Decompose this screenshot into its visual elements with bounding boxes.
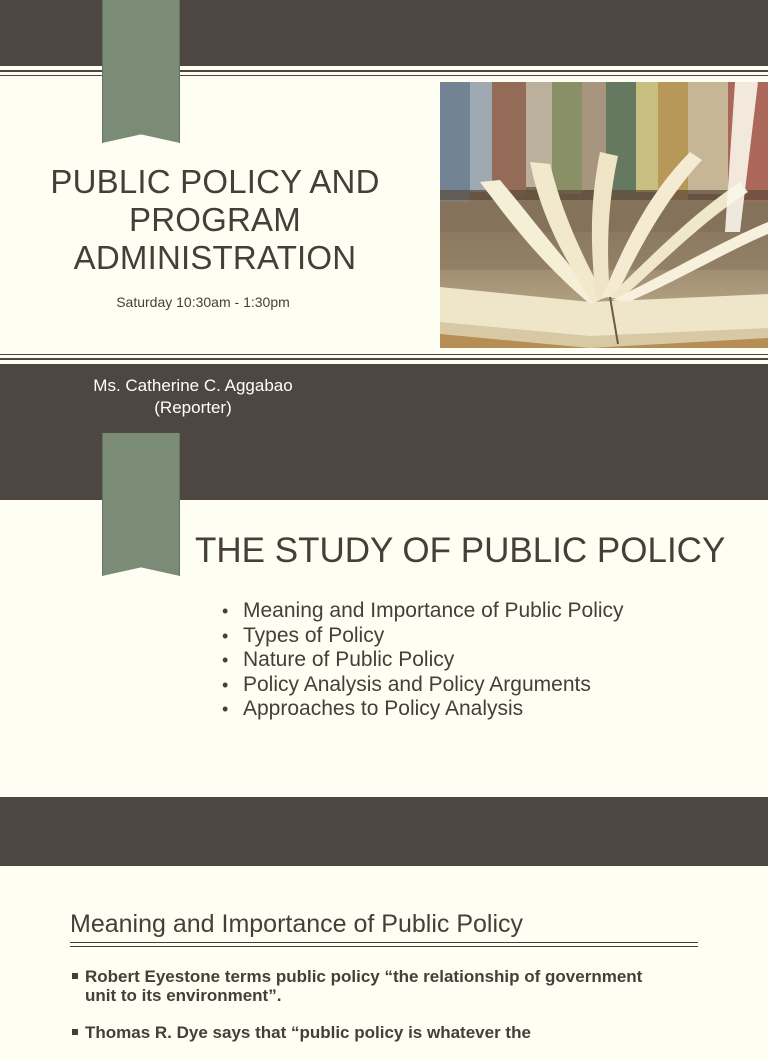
bullet-dot-icon: • (222, 625, 229, 646)
slide1-schedule: Saturday 10:30am - 1:30pm (116, 294, 290, 310)
square-bullet-icon (72, 1029, 78, 1035)
slide2-bookmark-ribbon (102, 433, 180, 576)
list-item: • Nature of Public Policy (222, 648, 455, 671)
slide3-title: Meaning and Importance of Public Policy (70, 910, 524, 938)
slide3-title-rule-2 (70, 946, 698, 947)
slide3-title-rule (70, 942, 698, 943)
reporter-name: Ms. Catherine C. Aggabao (93, 376, 293, 395)
reporter-role: (Reporter) (154, 398, 232, 417)
slide1-bottom-rule-thin (0, 354, 768, 355)
slide2-bullet-list (222, 599, 624, 722)
slide3-bullet-list (72, 967, 652, 1060)
bullet-dot-icon: • (222, 699, 229, 719)
open-book-illustration (440, 82, 768, 348)
list-item: • Types of Policy (222, 623, 385, 647)
list-item: Robert Eyestone terms public policy “the relationship of government unit to its environment”. (72, 967, 652, 1005)
bullet-dot-icon: • (222, 674, 229, 695)
list-item: • Approaches to Policy Analysis (222, 697, 524, 720)
square-bullet-icon (72, 973, 78, 979)
bullet-dot-icon: • (222, 650, 229, 670)
bullet-dot-icon: • (222, 601, 229, 621)
reporter-block (30, 375, 356, 419)
slide1-bottom-rule (0, 358, 768, 360)
list-item: • Policy Analysis and Policy Arguments (222, 672, 591, 696)
slide2-title: THE STUDY OF PUBLIC POLICY (195, 531, 726, 570)
list-item: Thomas R. Dye says that “public policy is whatever the (72, 1023, 652, 1042)
slide3-top-band (0, 797, 768, 866)
slide1-bookmark-ribbon (102, 0, 180, 143)
open-book-photo (440, 82, 768, 348)
slide1-title: PUBLIC POLICY AND PROGRAM ADMINISTRATION (50, 163, 380, 276)
list-item: • Meaning and Importance of Public Policy (222, 599, 624, 622)
